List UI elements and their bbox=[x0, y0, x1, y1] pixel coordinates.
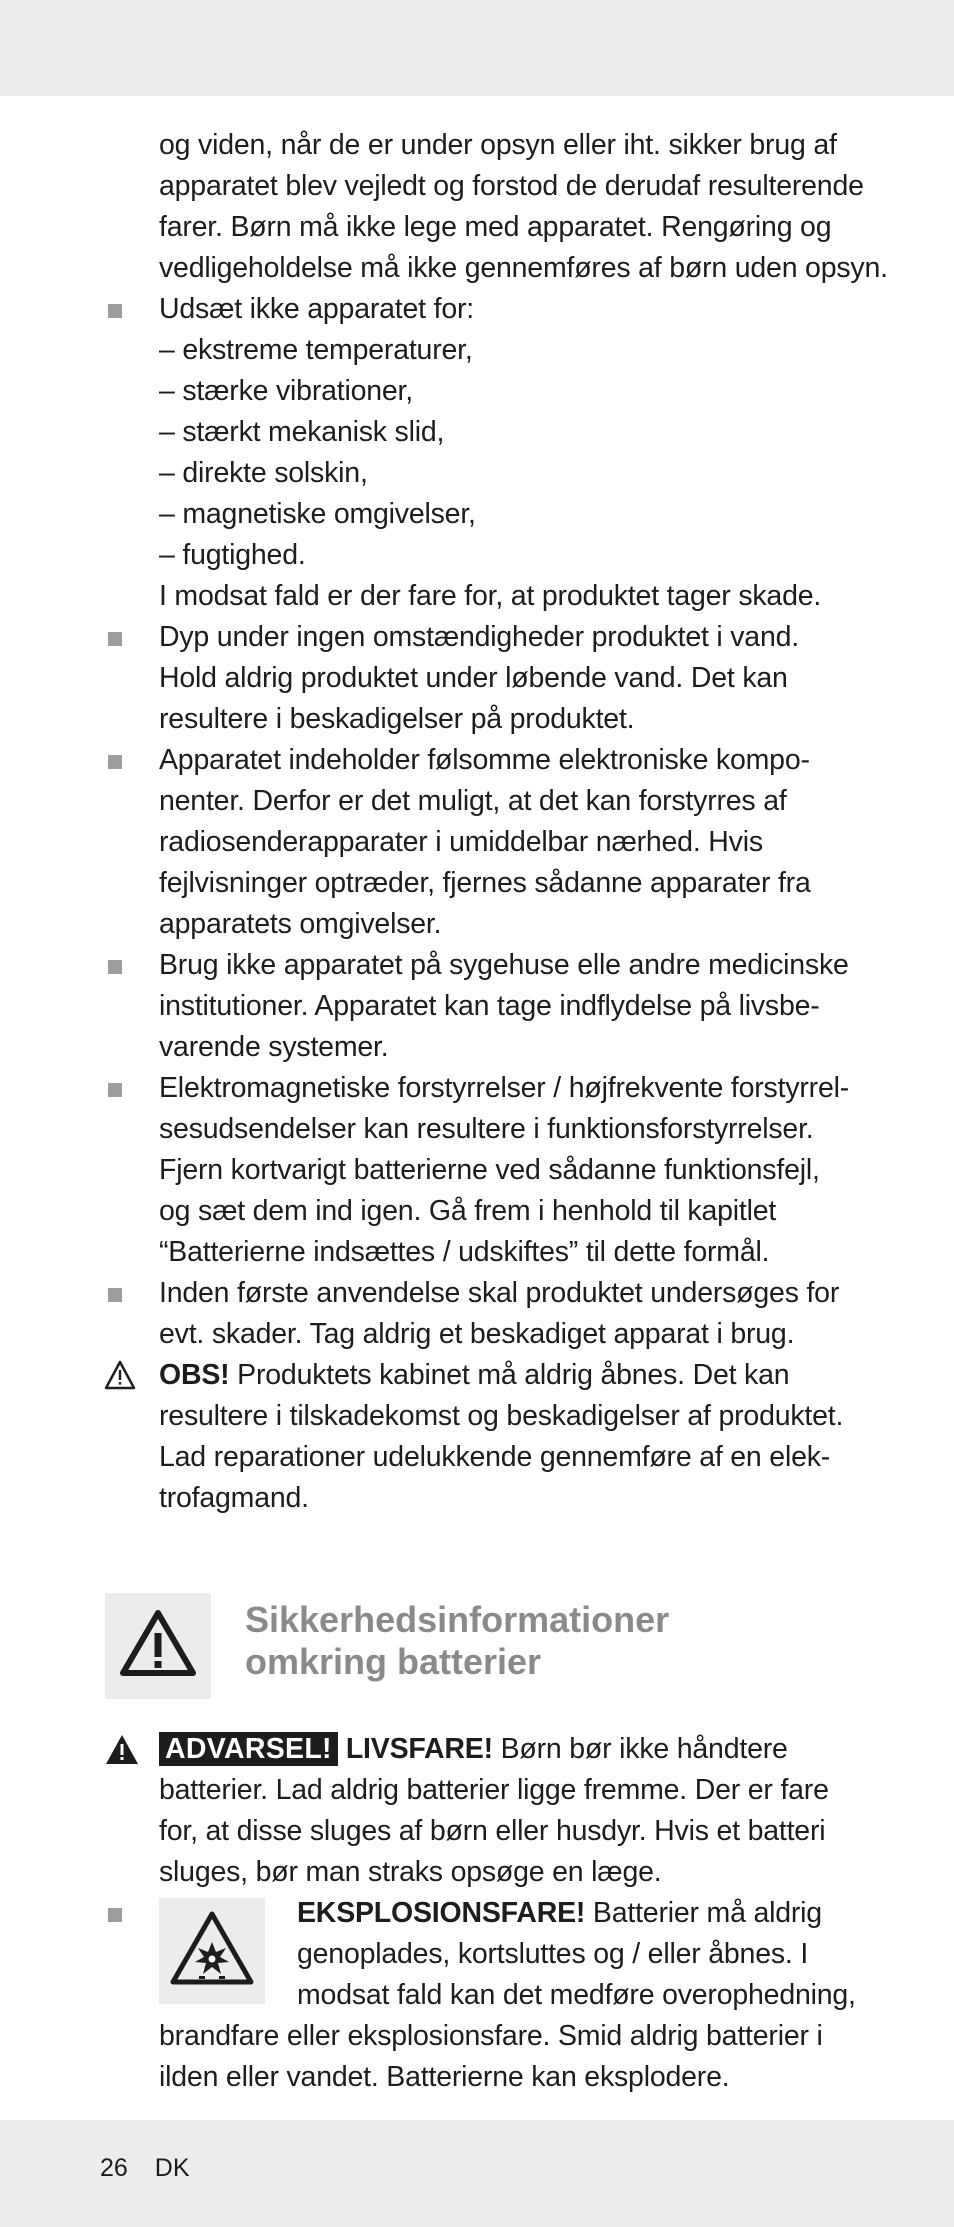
text-line: trofagmand. bbox=[159, 1482, 309, 1514]
text-line: institutioner. Apparatet kan tage indflydelse på livsbe- bbox=[159, 990, 820, 1022]
text-line: genoplades, kortsluttes og / eller åbnes. I bbox=[297, 1938, 809, 1970]
text-line: og sæt dem ind igen. Gå frem i henhold til kapitlet bbox=[159, 1195, 777, 1227]
text-line: sesudsendelser kan resultere i funktionsforstyrrelser. bbox=[159, 1113, 814, 1145]
text-line: varende systemer. bbox=[159, 1031, 389, 1063]
page-title: Sikkerhedsinformationer omkring batterier bbox=[245, 1599, 670, 1682]
text-line: for, at disse sluges af børn eller husdyr. Hvis et batteri bbox=[159, 1815, 826, 1847]
text-line: “Batterierne indsættes / udskiftes” til dette formål. bbox=[159, 1236, 770, 1268]
text-line: radiosenderapparater i umiddelbar nærhed. Hvis bbox=[159, 826, 763, 858]
text-line: brandfare eller eksplosionsfare. Smid aldrig batterier i bbox=[159, 2020, 823, 2052]
page-number: 26 bbox=[100, 2154, 128, 2182]
caution-item: OBS! Produktets kabinet må aldrig åbnes. Det kan bbox=[0, 1355, 954, 1396]
text-line: fejlvisninger optræder, fjernes sådanne apparater fra bbox=[159, 867, 811, 899]
heading-icon-box bbox=[105, 1593, 211, 1699]
text-line: I modsat fald er der fare for, at produktet tager skade. bbox=[159, 580, 822, 612]
list-item: – ekstreme temperaturer, bbox=[159, 334, 473, 366]
text-line: batterier. Lad aldrig batterier ligge fremme. Der er fare bbox=[159, 1774, 829, 1806]
page-footer bbox=[100, 2154, 210, 2183]
explosion-icon-box bbox=[159, 1898, 265, 2004]
warning-triangle-icon bbox=[105, 1593, 211, 1699]
list-item: – magnetiske omgivelser, bbox=[159, 498, 476, 530]
text-line: ilden eller vandet. Batterierne kan eksplodere. bbox=[159, 2061, 730, 2093]
language-code: DK bbox=[154, 2154, 190, 2182]
bullet-square-icon bbox=[108, 1083, 122, 1097]
list-item: – fugtighed. bbox=[159, 539, 306, 571]
caution-label: OBS! bbox=[159, 1359, 230, 1391]
text-line: Lad reparationer udelukkende gennemføre af en elek- bbox=[159, 1441, 831, 1473]
bullet-item-electronics: Apparatet indeholder følsomme elektroniske kompo- bbox=[0, 740, 954, 781]
explosion-hazard-icon bbox=[159, 1898, 265, 2004]
warning-label: LIVSFARE! bbox=[345, 1733, 493, 1765]
bullet-square-icon bbox=[108, 304, 122, 318]
list-item: – stærkt mekanisk slid, bbox=[159, 416, 445, 448]
battery-safety-content bbox=[0, 1729, 954, 2098]
bullet-square-icon bbox=[108, 755, 122, 769]
list-item: – direkte solskin, bbox=[159, 457, 368, 489]
warning-badge: ADVARSEL! bbox=[159, 1732, 338, 1766]
header-band bbox=[0, 0, 954, 96]
text-line: farer. Børn må ikke lege med apparatet. Rengøring og bbox=[159, 211, 832, 243]
text-line: resultere i tilskadekomst og beskadigelser af produktet. bbox=[159, 1400, 844, 1432]
text-line: nenter. Derfor er det muligt, at det kan forstyrres af bbox=[159, 785, 787, 817]
text-line: sluges, bør man straks opsøge en læge. bbox=[159, 1856, 662, 1888]
bullet-square-icon bbox=[108, 1908, 122, 1922]
text-line: og viden, når de er under opsyn eller iht. sikker brug af bbox=[159, 129, 837, 161]
text-line: Fjern kortvarigt batterierne ved sådanne funktionsfejl, bbox=[159, 1154, 820, 1186]
bullet-square-icon bbox=[108, 1288, 122, 1302]
text-line: apparatets omgivelser. bbox=[159, 908, 442, 940]
bullet-item-exposure: Udsæt ikke apparatet for: bbox=[0, 289, 954, 330]
bullet-item-inspect: Inden første anvendelse skal produktet undersøges for bbox=[0, 1273, 954, 1314]
text-line: evt. skader. Tag aldrig et beskadiget apparat i brug. bbox=[159, 1318, 795, 1350]
text-line: Hold aldrig produktet under løbende vand. Det kan bbox=[159, 662, 788, 694]
bullet-item-emi: Elektromagnetiske forstyrrelser / højfrekvente forstyrrel- bbox=[0, 1068, 954, 1109]
bullet-item-hospital: Brug ikke apparatet på sygehuse elle andre medicinske bbox=[0, 945, 954, 986]
text-line: resultere i beskadigelser på produktet. bbox=[159, 703, 635, 735]
explosion-label: EKSPLOSIONSFARE! bbox=[297, 1897, 586, 1929]
text-line: modsat fald kan det medføre overophedning, bbox=[297, 1979, 856, 2011]
warning-item: ADVARSEL! LIVSFARE! Børn bør ikke håndtere bbox=[0, 1729, 954, 1770]
bullet-square-icon bbox=[108, 632, 122, 646]
list-item: – stærke vibrationer, bbox=[159, 375, 413, 407]
text-line: vedligeholdelse må ikke gennemføres af børn uden opsyn. bbox=[159, 252, 888, 284]
bullet-item-explosion: EKSPLOSIONSFARE! Batterier må aldrig bbox=[0, 1893, 954, 1934]
bullet-item-water: Dyp under ingen omstændigheder produktet i vand. bbox=[0, 617, 954, 658]
text-line: apparatet blev vejledt og forstod de derudaf resulterende bbox=[159, 170, 864, 202]
safety-content bbox=[0, 125, 954, 1519]
section-heading bbox=[105, 1593, 905, 1701]
warning-filled-icon bbox=[105, 1734, 139, 1765]
bullet-square-icon bbox=[108, 960, 122, 974]
caution-triangle-icon bbox=[104, 1360, 136, 1390]
